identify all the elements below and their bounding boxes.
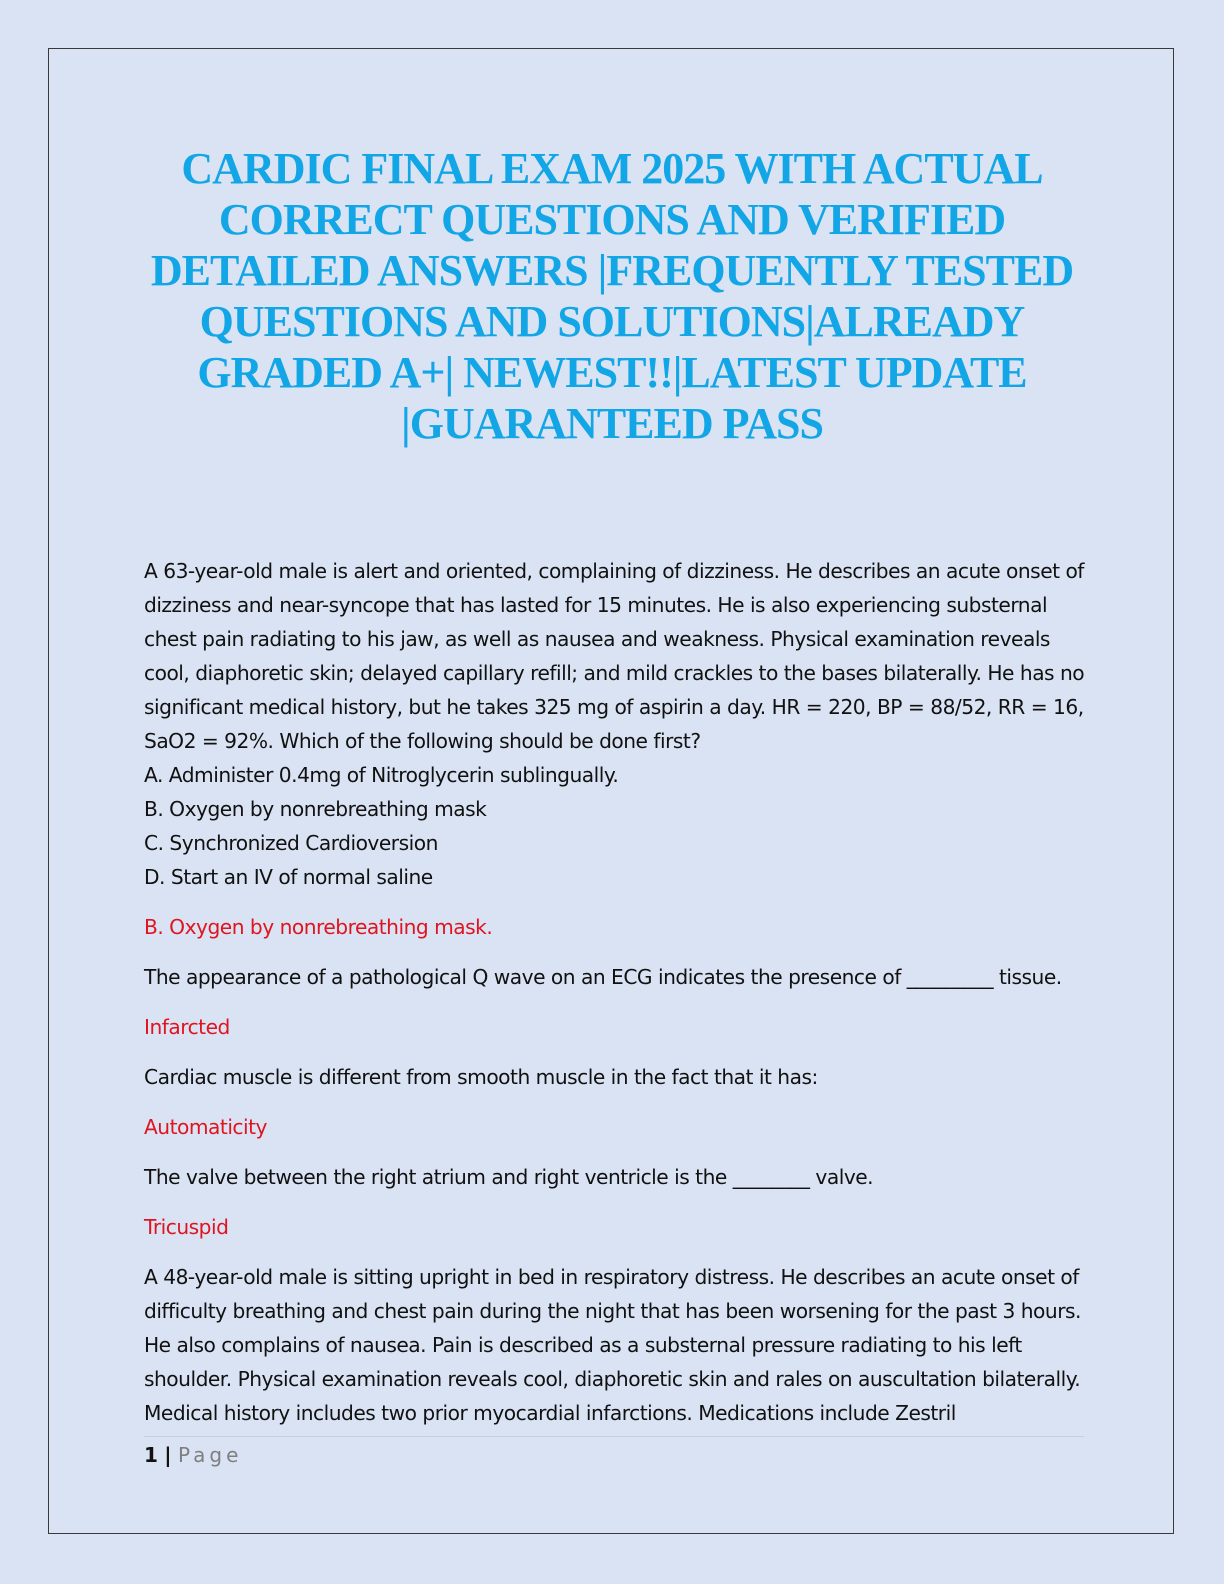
- question-1-option-a: A. Administer 0.4mg of Nitroglycerin sublingually.: [144, 763, 619, 787]
- page-label: Page: [177, 1443, 243, 1467]
- question-5-stem: A 48-year-old male is sitting upright in bed in respiratory distress. He describes an acute onset of difficulty breathing and chest pain during the night that has been worsening for the past 3 hours. He also complains of nausea. Pain is described as a substernal pressure radiating to his left shoulder. Physical examination reveals cool, diaphoretic skin and rales on auscultation bilaterally. Medical history includes two prior myocardial infarctions. Medications include Zestril: [144, 1265, 1081, 1425]
- page-number: 1: [144, 1443, 158, 1467]
- page-footer: [144, 1436, 1084, 1469]
- document-title: CARDIC FINAL EXAM 2025 WITH ACTUAL CORRECT QUESTIONS AND VERIFIED DETAILED ANSWERS |FREQUENTLY TESTED QUESTIONS AND SOLUTIONS|ALREADY GRADED A+| NEWEST!!|LATEST UPDATE |GUARANTEED PASS: [150, 144, 1074, 448]
- question-4: The valve between the right atrium and right ventricle is the ________ valve.: [144, 1165, 874, 1189]
- question-2: The appearance of a pathological Q wave on an ECG indicates the presence of _________ tissue.: [144, 965, 1062, 989]
- question-1-option-b: B. Oxygen by nonrebreathing mask: [144, 797, 487, 821]
- question-3-answer: Automaticity: [144, 1115, 268, 1139]
- question-2-answer: Infarcted: [144, 1015, 230, 1039]
- document-body: [144, 554, 1089, 1430]
- question-1-option-d: D. Start an IV of normal saline: [144, 865, 433, 889]
- question-3: Cardiac muscle is different from smooth muscle in the fact that it has:: [144, 1065, 818, 1089]
- question-4-answer: Tricuspid: [144, 1215, 229, 1239]
- question-1-option-c: C. Synchronized Cardioversion: [144, 831, 438, 855]
- question-1-answer: B. Oxygen by nonrebreathing mask.: [144, 915, 493, 939]
- footer-separator: |: [164, 1443, 172, 1467]
- question-1-stem: A 63-year-old male is alert and oriented, complaining of dizziness. He describes an acute onset of dizziness and near-syncope that has lasted for 15 minutes. He is also experiencing substernal chest pain radiating to his jaw, as well as nausea and weakness. Physical examination reveals cool, diaphoretic skin; delayed capillary refill; and mild crackles to the bases bilaterally. He has no significant medical history, but he takes 325 mg of aspirin a day. HR = 220, BP = 88/52, RR = 16, SaO2 = 92%. Which of the following should be done first?: [144, 559, 1085, 753]
